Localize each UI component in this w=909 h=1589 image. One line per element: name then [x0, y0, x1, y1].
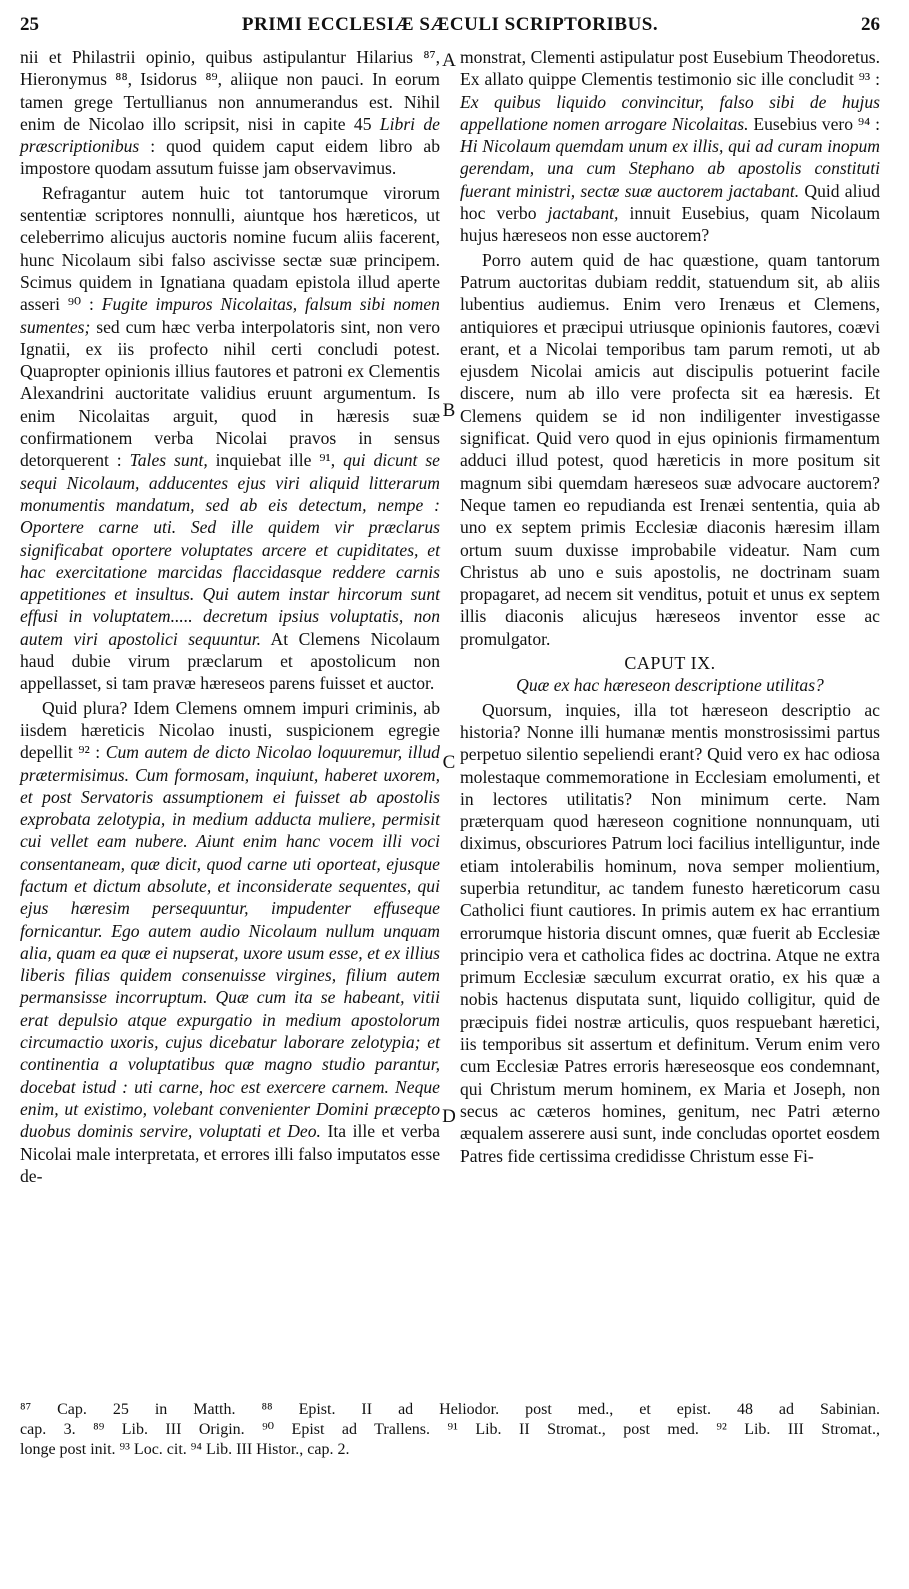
italic-run: Tales sunt,: [129, 450, 208, 471]
footnote-line: longe post init. ⁹³ Loc. cit. ⁹⁴ Lib. III Histor., cap. 2.: [20, 1441, 350, 1458]
text-run: inquiebat ille ⁹¹,: [207, 450, 344, 471]
text-run: sed cum hæc verba interpolatoris sint, non vero Ignatii, ex iis profecto nihil certi concludi potest. Quapropter opinionis illius fautores et patroni ex Clementis Alexandrini auctoritate validius eruunt argumentum. Is enim Nicolaitas arguit, quod in hæresis suæ confirmationem verba Nicolai pravos in sensus detorquerent :: [20, 316, 440, 471]
text-run: Quid aliud hoc verbo: [460, 180, 880, 224]
left-column: [20, 46, 440, 1187]
italic-run: qui dicunt se sequi Nicolaum, adducentes ejus viri aliquid litterarum monumentis mandatum, sed ab eis detectum, nempe : Oportere carne uti. Sed ille quidem vir præclarus significabat oportere voluptates arcere et cupiditates, et hac exercitatione marcidas flaccidasque reddere carnis appetitiones et insultus. Qui autem instar hircorum sunt effusi in voluptatem..... decretum ipsius voluptatis, non autem viri apostolici sequuntur.: [20, 450, 440, 649]
chapter-title: CAPUT IX.: [624, 653, 716, 674]
margin-marker-d: D: [442, 1106, 456, 1127]
margin-marker-b: B: [442, 400, 456, 421]
text-run: innuit Eusebius, quam Nicolaum hujus hæreseos non esse auctorem?: [460, 203, 880, 246]
text-run: : quod quidem caput eidem libro ab impostore quodam assutum fuisse jam observavimus.: [20, 136, 440, 179]
running-title: PRIMI ECCLESIÆ SÆCULI SCRIPTORIBUS.: [241, 14, 659, 35]
italic-run: Fugite impuros Nicolaitas, falsum sibi nomen sumentes;: [20, 294, 440, 337]
text-run: Ita ille et verba Nicolai male interpretata, et errores illi falso imputatos esse de-: [20, 1121, 440, 1186]
page-number-right: 26: [861, 14, 880, 35]
italic-run: Hi Nicolaum quemdam unum ex illis, qui ad curam inopum gerendam, una cum Stephano ab apostolis constituti fuerant ministri, sectæ suæ auctorem jactabant.: [460, 136, 880, 201]
margin-marker-c: C: [442, 752, 456, 773]
text-run: Eusebius vero ⁹⁴ :: [748, 113, 881, 134]
paragraph: [20, 46, 440, 180]
text-run: Refragantur autem huic tot tantorumque virorum sententiæ scriptores nonnulli, aiuntque hos hæreticos, ut celeberrimo alicujus auctoris nomine fucum aliis facerent, hunc Nicolaum sibi falso ascivisse sectæ suæ principem. Scimus quidem in Ignatiana quadam epistola illud aperte asseri ⁹⁰ :: [20, 182, 440, 315]
running-head: [20, 14, 880, 42]
margin-marker-a: A: [442, 50, 456, 71]
page-number-left: 25: [20, 14, 39, 35]
right-column: [460, 46, 880, 1167]
text-run: At Clemens Nicolaum haud dubie virum præclarum et apostolicum non appellasset, si tam pravæ hæreseos parens fuisset et auctor.: [20, 628, 440, 694]
footnotes: [20, 1400, 880, 1460]
italic-run: Cum autem de dicto Nicolao loquuremur, illud prætermisimus. Cum formosam, inquiunt, haberet uxorem, et post Servatoris assumptionem ei fuisset ab apostolis exprobata zelotypia, in medium adducta muliere, permisit cui vellet eam nubere. Aiunt enim hanc vocem illi voci consentaneam, quæ dicit, quod carne uti oporteat, ejusque factum et dictum absolute, et inconsiderate sequentes, qui ejus hæresim persequuntur, impudenter effuseque fornicantur. Ego autem audio Nicolaum nullum unquam alia, quam ea quæ ei nupserat, uxore usum esse, et ex illius liberis filias quidem consenuisse virgines, filium autem permansisse incorruptum. Quæ cum ita se habeant, vitii erat depulsio atque expurgatio in medium apostolorum circumactio uxoris, cujus dicebatur laborare zelotypia; et continentia a voluptatibus quæ magno studio parantur, docebat istud : uti carne, hoc est exercere carnem. Neque enim, ut existimo, volebant convenienter Domini præcepto duobus dominis servire, voluptati et Deo.: [20, 742, 440, 1142]
paragraph: Quorsum, inquies, illa tot hæreseon descriptio ac historia? Nonne illi humanæ mentis monstrosissimi partus perpetuo silentio sepeliendi erant? Quid vero ex hac odiosa molestaque commemoratione in Ecclesiam emolumenti, et in lectores utilitatis? Non minimum certe. Nam præterquam quod hæreseon cognitione nonnunquam, uti diximus, obscuriores Patrum loci facilius intelliguntur, inde etiam intolerabilis hominum, nova semper molientium, superbia retunditur, ac tandem funesto hæreticorum casu Catholici fiunt cautiores. In primis autem ex hac errantium errorumque historia discunt omnes, quæ fuerit ab Ecclesiæ principio vera et catholica fides ac doctrina. Atque ne extra primum Ecclesiæ sæculum excurrat oratio, ex his quæ a nobis hactenus disputata sunt, liquido colligitur, quid de præcipuis fidei nostræ articulis, quos respuebant hæretici, iis temporibus sit assertum et definitum. Verum enim vero cum Ecclesiæ Patres erroris hæreseosque eos condemnant, qui Christum merum hominem, ex Maria et Joseph, non secus ac cæteros homines, genitum, nec Patri æterno æqualem asserere ausi sunt, inde concludas oportet eosdem Patres fide certissima credidisse Christum esse Fi-: [460, 699, 880, 1166]
text-run: monstrat, Clementi astipulatur post Eusebium Theodoretus. Ex allato quippe Clementis testimonio sic ille concludit ⁹³ :: [460, 47, 880, 90]
footnote-line: ⁸⁷ Cap. 25 in Matth. ⁸⁸ Epist. II ad Heliodor. post med., et epist. 48 ad Sabinian.: [20, 1401, 880, 1418]
italic-run: jactabant,: [547, 203, 619, 224]
paragraph: [20, 182, 440, 695]
chapter-subtitle: Quæ ex hac hæreseon descriptione utilitas?: [516, 675, 824, 696]
paragraph: [20, 697, 440, 1188]
italic-run: Libri de præscriptionibus: [20, 113, 440, 157]
paragraph: [460, 46, 880, 247]
footnote-line: cap. 3. ⁸⁹ Lib. III Origin. ⁹⁰ Epist ad Trallens. ⁹¹ Lib. II Stromat., post med. ⁹² Lib. III Stromat.,: [20, 1421, 880, 1438]
italic-run: Ex quibus liquido convincitur, falso sibi de hujus appellatione nomen arrogare Nicolaitas.: [460, 91, 880, 134]
text-run: Quid plura? Idem Clemens omnem impuri criminis, ab iisdem hæreticis Nicolao inusti, suspicionem egregie depellit ⁹² :: [20, 697, 440, 763]
paragraph: Porro autem quid de hac quæstione, quam tantorum Patrum auctoritas dubiam reddit, statuendum sit, ab aliis lubentius audiemus. Enim vero Irenæus et Clemens, antiquiores et præcipui utriusque opinionis fautores, coævi erant, et a Nicolai temporibus tam parum remoti, ut ab ejusdem Nicolai amicis aut discipulis potuerint facile discere, num ab illo vere profecta sit ea hæresis. Et Clemens quidem se id non indiligenter investigasse significat. Quid vero quod in ejus opinionis firmamentum adduci illud potest, quod hæreticis in more positum sit magnum sibi quemdam hæreseos suæ advocare auctorem? Neque tamen eo repudianda est Irenæi sententia, quia ab uno ex septem primis Ecclesiæ diaconis hæresim illam ortum suum duxisse improbabile videatur. Nam cum Christus ab uno e suis apostolis, ne doctrinam suam propagaret, ad necem sit venditus, potuit et unus ex septem illis diaconis alicujus hæreseos inventor esse ac promulgator.: [460, 249, 880, 649]
text-run: nii et Philastrii opinio, quibus astipulantur Hilarius ⁸⁷, Hieronymus ⁸⁸, Isidorus ⁸⁹, aliique non pauci. In eorum tamen grege Tertullianus non annumerandus est. Nihil enim de Nicolao illo scripsit, nisi in capite 45: [20, 47, 440, 134]
